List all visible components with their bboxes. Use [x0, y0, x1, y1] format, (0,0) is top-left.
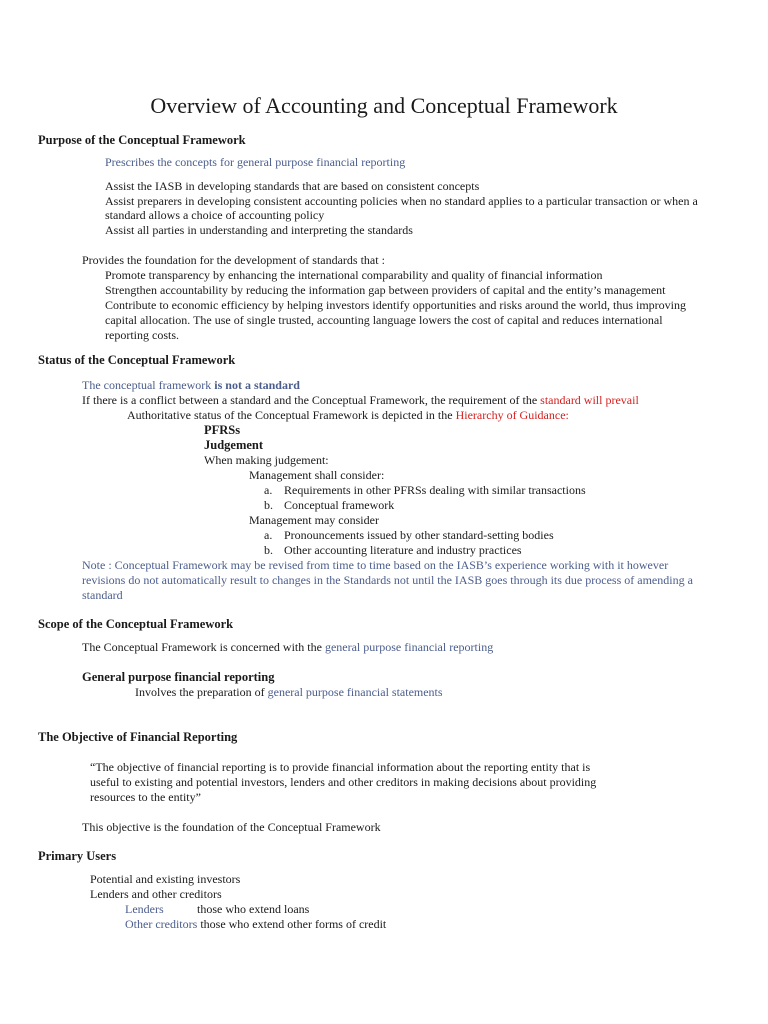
- purpose-heading: Purpose of the Conceptual Framework: [38, 133, 246, 147]
- list-marker: a.: [264, 528, 273, 542]
- status-hierarchy-link: Hierarchy of Guidance:: [455, 408, 569, 422]
- users-heading: Primary Users: [38, 849, 117, 863]
- users-lenders-desc: those who extend loans: [197, 902, 310, 916]
- status-may-item-a: [264, 528, 554, 543]
- users-lenders: [125, 902, 309, 917]
- status-cf-prefix: The conceptual framework: [82, 378, 215, 392]
- scope-gpfr-heading: General purpose financial reporting: [82, 670, 275, 684]
- status-conflict: [82, 393, 639, 408]
- purpose-promote: Promote transparency by enhancing the international comparability and quality of financial information: [105, 268, 603, 282]
- purpose-assist-iasb: Assist the IASB in developing standards that are based on consistent concepts: [105, 179, 480, 193]
- objective-quote-end: resources to the entity”: [90, 790, 201, 804]
- status-shall-consider: Management shall consider:: [249, 468, 385, 482]
- list-item-text: Conceptual framework: [284, 498, 395, 512]
- purpose-foundation: Provides the foundation for the development of standards that :: [82, 253, 385, 267]
- list-item-text: Requirements in other PFRSs dealing with similar transactions: [284, 483, 586, 497]
- scope-heading: Scope of the Conceptual Framework: [38, 617, 234, 631]
- status-pfrss: PFRSs: [204, 423, 241, 437]
- purpose-assist-preparers: Assist preparers in developing consistent accounting policies when no standard applies to a particular transaction or when a: [105, 194, 698, 208]
- status-authoritative-text: Authoritative status of the Conceptual Framework is depicted in the: [127, 408, 456, 422]
- purpose-contribute: Contribute to economic efficiency by helping investors identify opportunities and risks around the world, thus improving: [105, 298, 687, 312]
- list-marker: a.: [264, 483, 273, 497]
- users-investors: Potential and existing investors: [90, 872, 241, 886]
- status-may-item-b: [264, 543, 522, 558]
- scope-concerned: [82, 640, 493, 655]
- users-lenders-label: Lenders: [125, 902, 164, 916]
- status-not-standard: [82, 378, 300, 393]
- status-conflict-text: If there is a conflict between a standard and the Conceptual Framework, the requirement of the: [82, 393, 541, 407]
- purpose-assist-preparers-cont: standard allows a choice of accounting policy: [105, 208, 325, 222]
- status-shall-item-b: [264, 498, 394, 513]
- objective-foundation: This objective is the foundation of the Conceptual Framework: [82, 820, 381, 834]
- status-not-standard-emphasis: is not a standard: [214, 378, 300, 392]
- list-marker: b.: [264, 498, 273, 512]
- status-judgement: Judgement: [204, 438, 264, 452]
- status-when-making: When making judgement:: [204, 453, 329, 467]
- status-note-cont: revisions do not automatically result to changes in the Standards not until the IASB goes through its due process of amending a: [82, 573, 693, 587]
- status-authoritative: [127, 408, 569, 423]
- scope-gpfs-link: general purpose financial statements: [267, 685, 443, 699]
- users-other-creditors-desc: those who extend other forms of credit: [200, 917, 387, 931]
- list-marker: b.: [264, 543, 273, 557]
- status-conflict-emphasis: standard will prevail: [540, 393, 639, 407]
- scope-involves: [135, 685, 443, 700]
- document-title: Overview of Accounting and Conceptual Framework: [150, 93, 618, 118]
- users-lenders-creditors: Lenders and other creditors: [90, 887, 222, 901]
- status-may-consider: Management may consider: [249, 513, 379, 527]
- status-note: Note : Conceptual Framework may be revised from time to time based on the IASB’s experience working with it however: [82, 558, 669, 572]
- scope-gpfr-link: general purpose financial reporting: [324, 640, 494, 654]
- status-note-end: standard: [82, 588, 123, 602]
- users-other-creditors: [125, 917, 386, 932]
- purpose-strengthen: Strengthen accountability by reducing the information gap between providers of capital and the entity’s management: [105, 283, 666, 297]
- objective-quote: “The objective of financial reporting is to provide financial information about the reporting entity that is: [90, 760, 591, 774]
- list-item-text: Other accounting literature and industry practices: [284, 543, 522, 557]
- list-item-text: Pronouncements issued by other standard-setting bodies: [284, 528, 554, 542]
- status-shall-item-a: [264, 483, 586, 498]
- purpose-contribute-cont: capital allocation. The use of single trusted, accounting language lowers the cost of capital and reduces international: [105, 313, 663, 327]
- objective-heading: The Objective of Financial Reporting: [38, 730, 238, 744]
- status-heading: Status of the Conceptual Framework: [38, 353, 236, 367]
- purpose-prescribes: Prescribes the concepts for general purpose financial reporting: [105, 155, 406, 169]
- scope-concerned-text: The Conceptual Framework is concerned with the: [82, 640, 325, 654]
- users-other-creditors-label: Other creditors: [125, 917, 198, 931]
- purpose-assist-all: Assist all parties in understanding and interpreting the standards: [105, 223, 413, 237]
- objective-quote-cont: useful to existing and potential investors, lenders and other creditors in making decisions about providing: [90, 775, 597, 789]
- purpose-contribute-end: reporting costs.: [105, 328, 179, 342]
- scope-involves-text: Involves the preparation of: [135, 685, 268, 699]
